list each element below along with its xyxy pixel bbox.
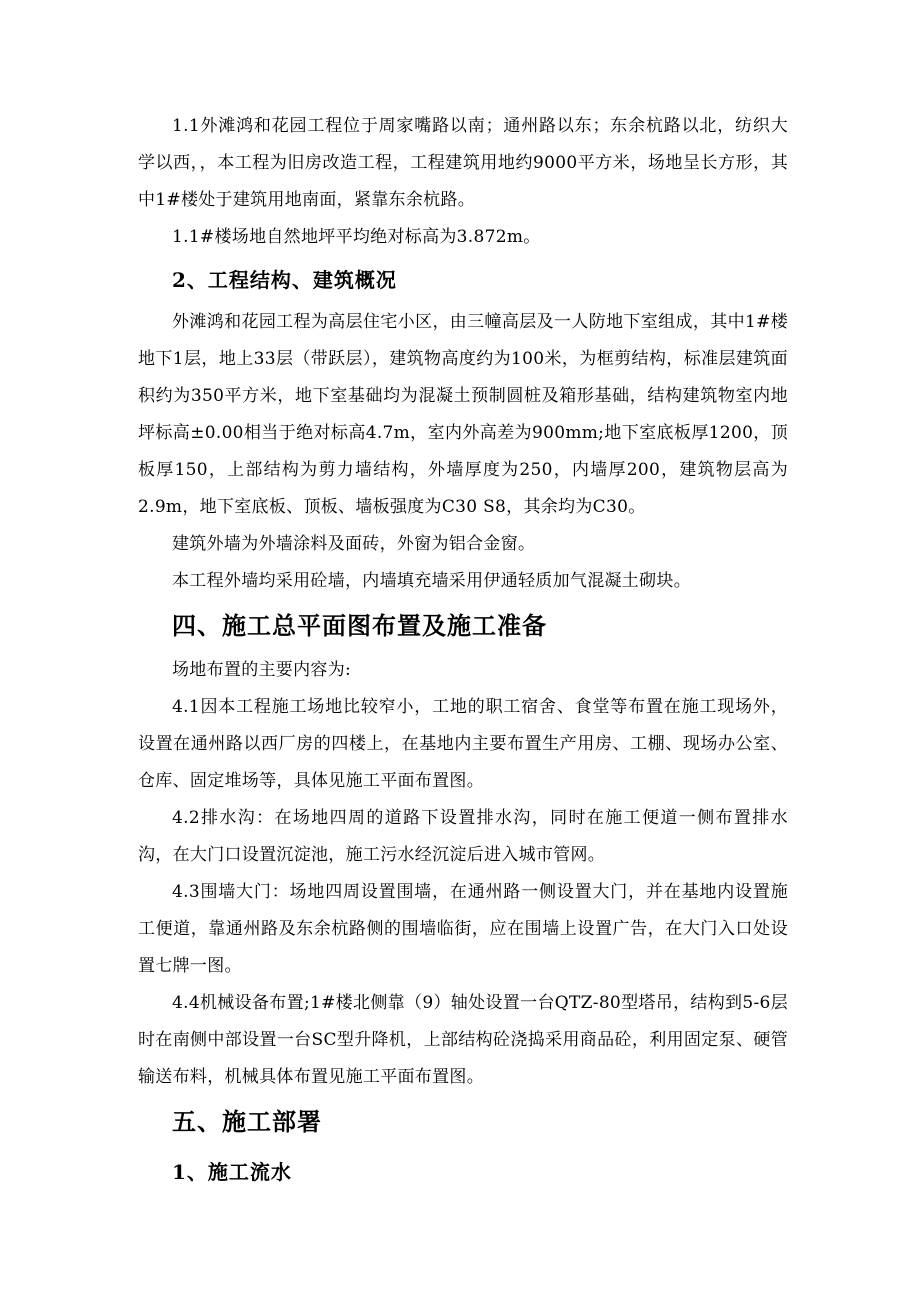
- document-page: [138, 108, 788, 1196]
- paragraph-layout-intro: 场地布置的主要内容为:: [172, 660, 352, 680]
- paragraph-site-location: 1.1外滩鸿和花园工程位于周家嘴路以南；通州路以东；东余杭路以北，纺织大学以西，，本工程为旧房改造工程，工程建筑用地约9000平方米，场地呈长方形，其中1#楼处于建筑用地南面，紧靠东余杭路。: [138, 116, 788, 210]
- heading-construction-flow: 1、施工流水: [172, 1160, 292, 1184]
- paragraph-layout-4-4: 4.4机械设备布置;1#楼北侧靠（9）轴处设置一台QTZ-80型塔吊，结构到5-6层时在南侧中部设置一台SC型升降机，上部结构砼浇捣采用商品砼，利用固定泵、硬管输送布料，机械具体布置见施工平面布置图。: [138, 993, 788, 1087]
- heading-structure-overview: 2、工程结构、建筑概况: [172, 268, 397, 292]
- heading-site-layout: 四、施工总平面图布置及施工准备: [172, 611, 547, 640]
- paragraph-layout-4-2: 4.2排水沟：在场地四周的道路下设置排水沟，同时在施工便道一侧布置排水沟，在大门口设置沉淀池，施工污水经沉淀后进入城市管网。: [138, 808, 788, 865]
- paragraph-structure-details: 外滩鸿和花园工程为高层住宅小区，由三幢高层及一人防地下室组成，其中1#楼地下1层，地上33层（带跃层），建筑物高度约为100米，为框剪结构，标准层建筑面积约为350平方米，地下室基础均为混凝土预制圆桩及箱形基础，结构建筑物室内地坪标高±0.00相当于绝对标高4.7m，室内外高差为900mm;地下室底板厚1200，顶板厚150，上部结构为剪力墙结构，外墙厚度为250，内墙厚200，建筑物层高为2.9m，地下室底板、顶板、墙板强度为C30 S8，其余均为C30。: [138, 312, 788, 517]
- paragraph-exterior-walls: 建筑外墙为外墙涂料及面砖，外窗为铝合金窗。: [172, 534, 536, 554]
- heading-construction-deployment: 五、施工部署: [172, 1107, 322, 1136]
- paragraph-site-elevation: 1.1#楼场地自然地坪平均绝对标高为3.872m。: [172, 227, 541, 247]
- paragraph-layout-4-1: 4.1因本工程施工场地比较窄小，工地的职工宿舍、食堂等布置在施工现场外，设置在通州路以西厂房的四楼上，在基地内主要布置生产用房、工棚、现场办公室、仓库、固定堆场等，具体见施工平面布置图。: [138, 697, 788, 791]
- paragraph-wall-materials: 本工程外墙均采用砼墙，内墙填充墙采用伊通轻质加气混凝土砌块。: [172, 571, 691, 591]
- paragraph-layout-4-3: 4.3围墙大门：场地四周设置围墙，在通州路一侧设置大门，并在基地内设置施工便道，靠通州路及东余杭路侧的围墙临街，应在围墙上设置广告，在大门入口处设置七牌一图。: [138, 882, 788, 976]
